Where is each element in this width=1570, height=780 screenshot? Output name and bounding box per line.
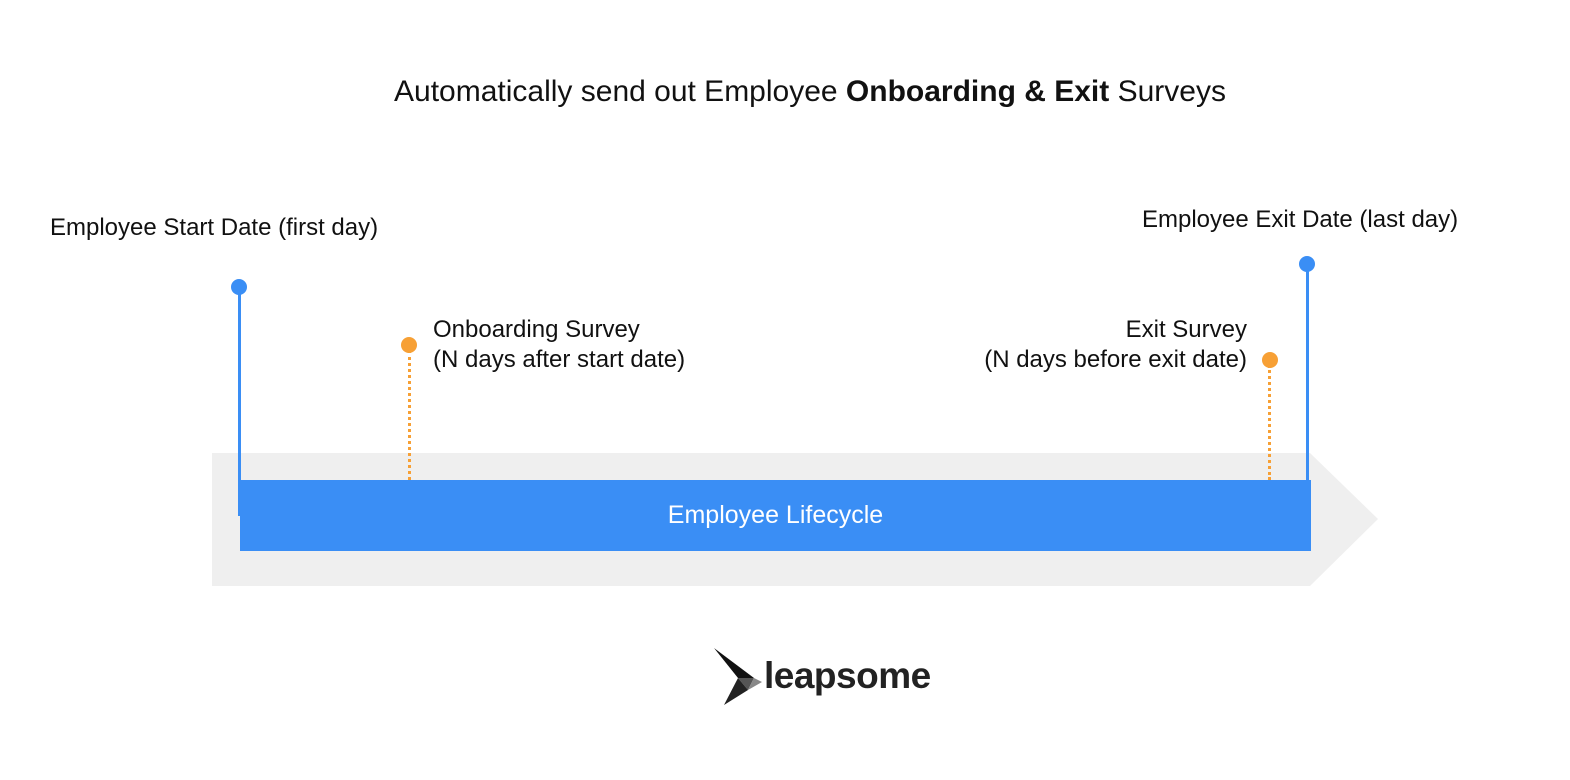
leapsome-logo	[714, 648, 931, 706]
lifecycle-bar	[240, 480, 1311, 551]
start-date-pin-line	[238, 289, 241, 516]
page-title	[0, 72, 1570, 112]
exit-survey-title: Exit Survey	[1125, 316, 1247, 343]
exit-survey-marker-dot	[1262, 352, 1278, 368]
exit-survey-marker-line	[1268, 365, 1271, 480]
start-date-label: Employee Start Date (first day)	[50, 214, 379, 241]
brand-name: leapsome	[764, 655, 931, 696]
title-prefix: Automatically send out Employee	[394, 75, 846, 108]
onboarding-survey-timing: (N days after start date)	[433, 346, 686, 373]
lifecycle-label: Employee Lifecycle	[667, 501, 884, 529]
onboarding-survey-title: Onboarding Survey	[433, 316, 640, 343]
start-date-pin-dot	[231, 279, 247, 295]
title-emphasis: Onboarding & Exit	[845, 75, 1110, 108]
title-suffix: Surveys	[1109, 75, 1226, 108]
exit-date-label: Employee Exit Date (last day)	[1142, 206, 1459, 233]
exit-survey-label	[984, 315, 1247, 375]
leapsome-bird-icon	[714, 648, 764, 706]
exit-survey-timing: (N days before exit date)	[984, 346, 1247, 373]
onboarding-survey-marker-dot	[401, 337, 417, 353]
onboarding-survey-label	[433, 315, 685, 375]
exit-date-pin-dot	[1299, 256, 1315, 272]
exit-date-pin-line	[1306, 266, 1309, 482]
onboarding-survey-marker-line	[408, 350, 411, 480]
